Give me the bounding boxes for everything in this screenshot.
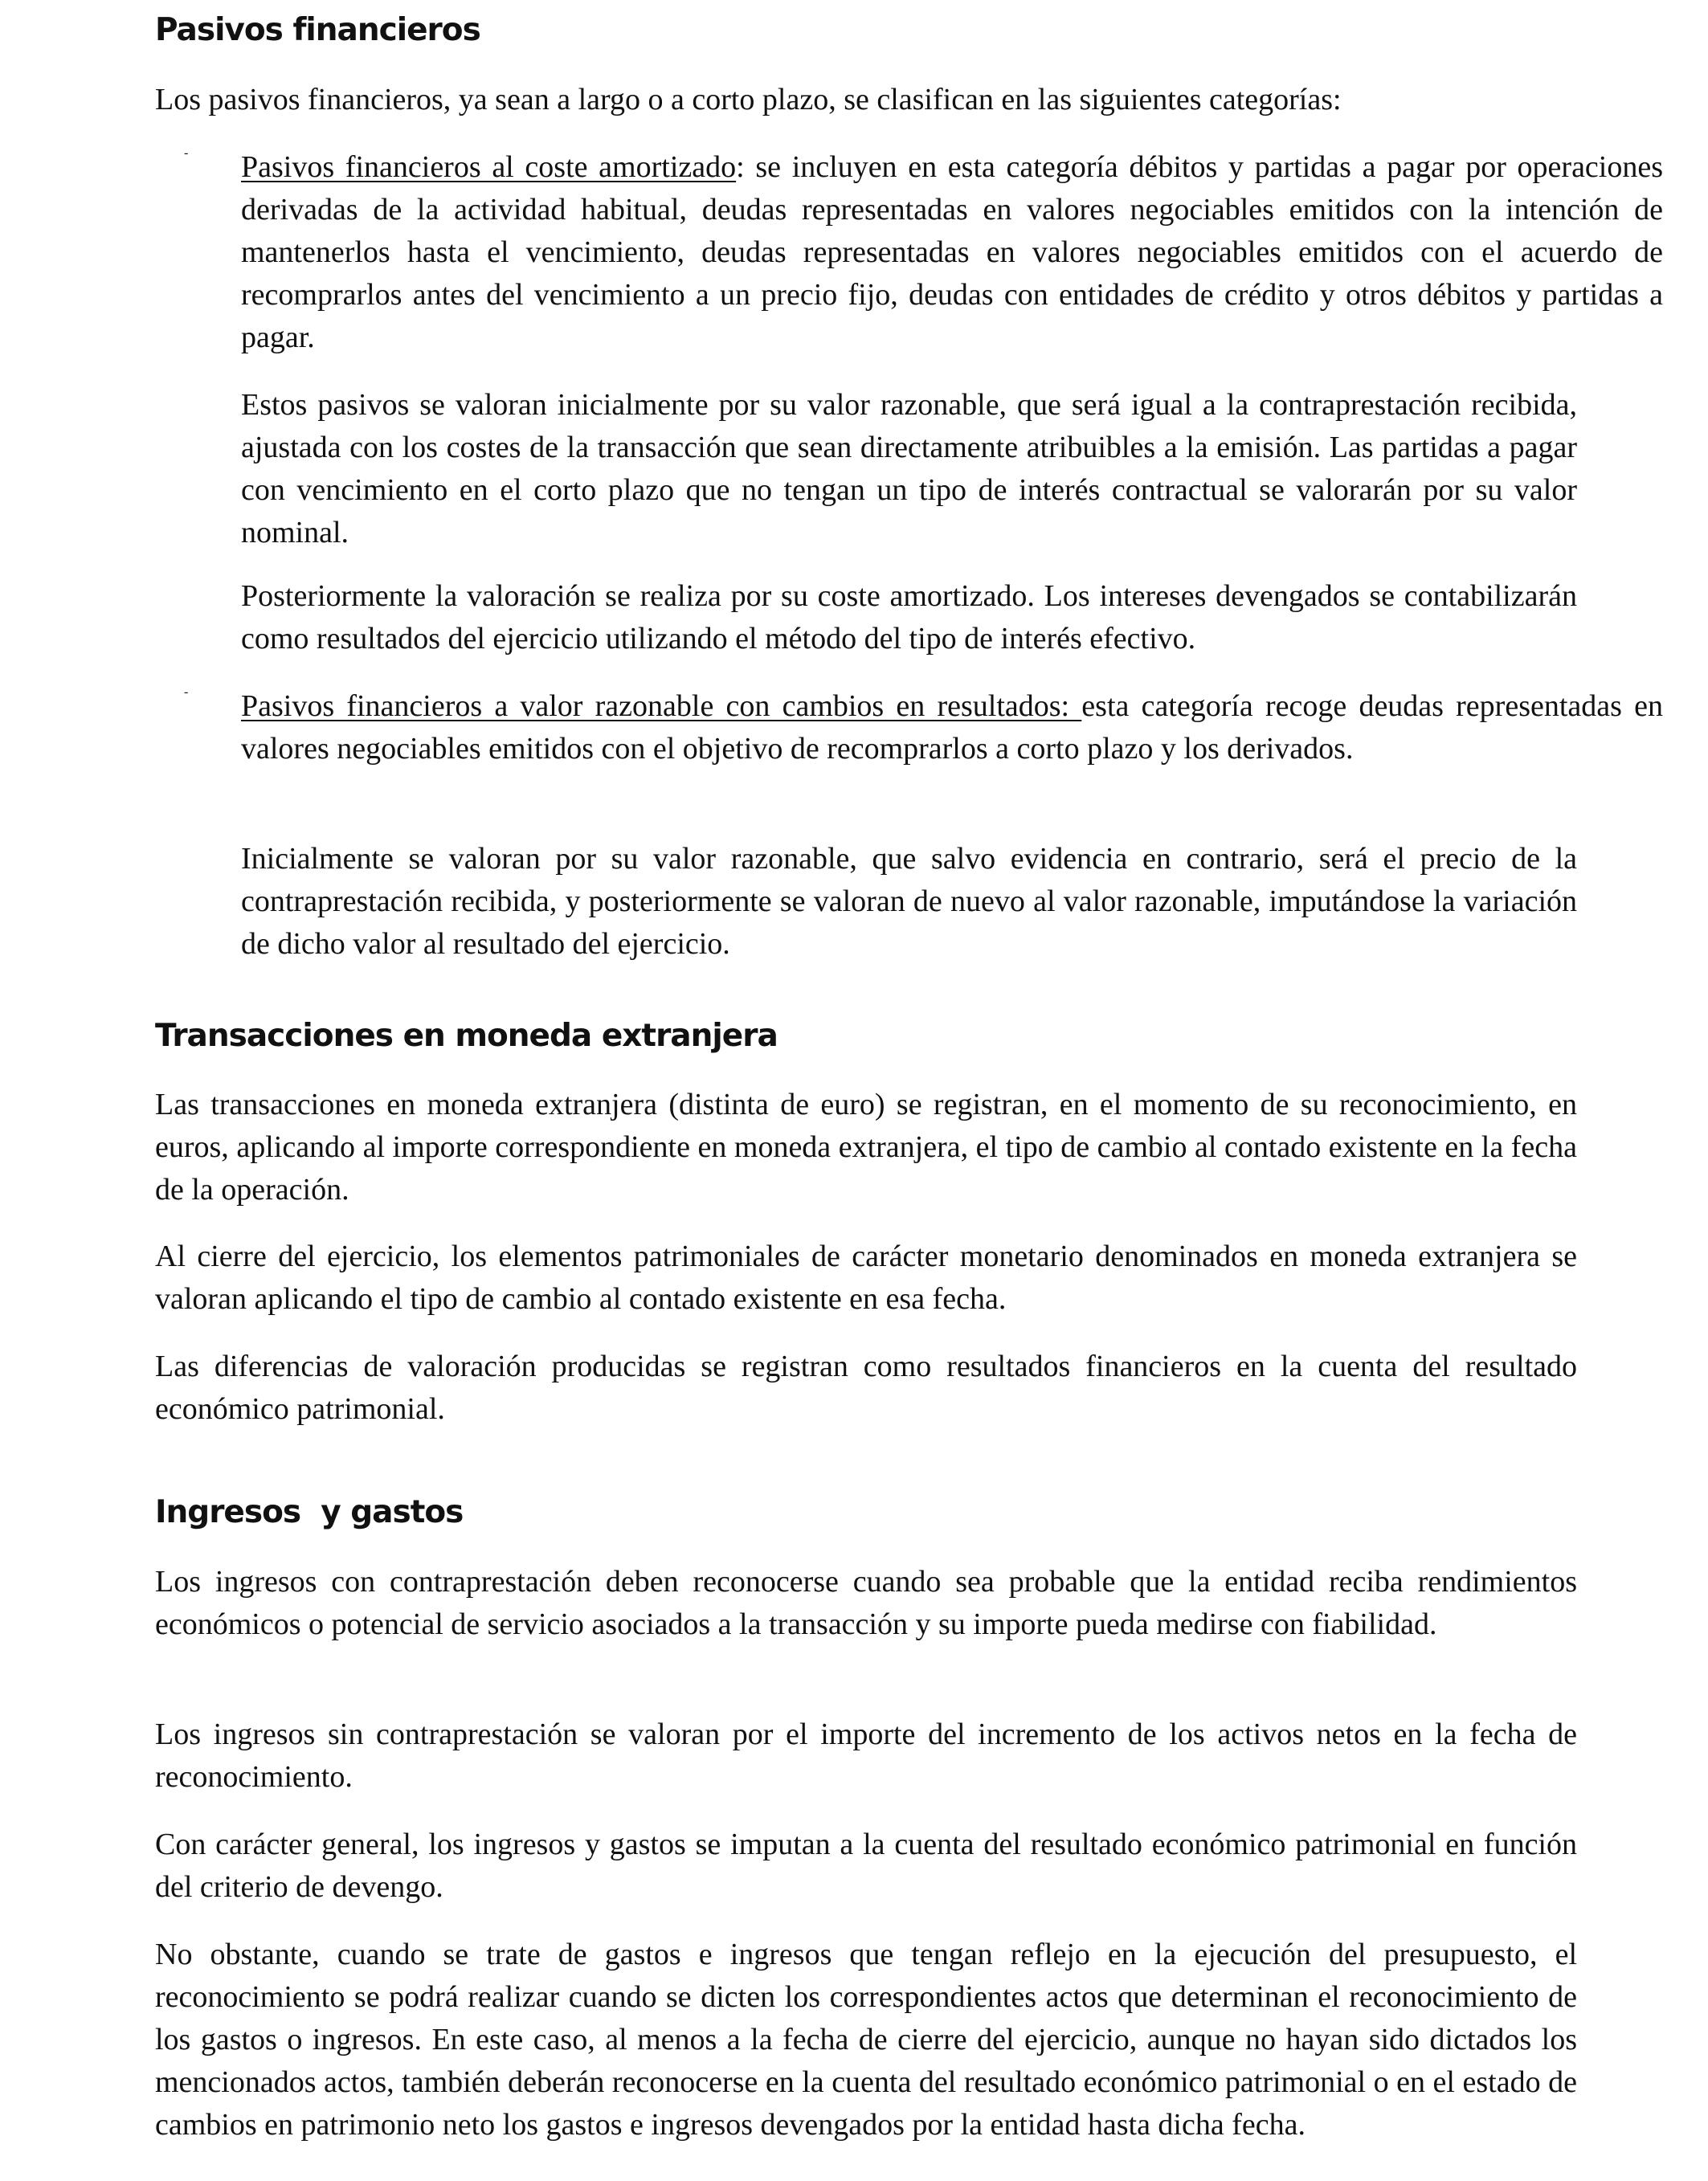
list-item-text [241, 685, 1663, 770]
paragraph-ingresos-con-contraprestacion: Los ingresos con contraprestación deben reconocerse cuando sea probable que la entidad reciba rendimientos económicos o potencial de servicio asociados a la transacción y su importe pueda medirse con fiabilidad. [155, 1565, 1577, 1641]
paragraph-ingresos-presupuesto: No obstante, cuando se trate de gastos e ingresos que tengan reflejo en la ejecución del presupuesto, el reconocimiento se podrá realizar cuando se dicten los correspondientes actos que determinan el reconocimiento de los gastos o ingresos. En este caso, al menos a la fecha de cierre del ejercicio, aunque no hayan sido dictados los mencionados actos, también deberán reconocerse en la cuenta del resultado económico patrimonial o en el estado de cambios en patrimonio neto los gastos e ingresos devengados por la entidad hasta dicha fecha. [155, 1938, 1577, 2142]
paragraph-coste-amortizado-valoracion-inicial: Estos pasivos se valoran inicialmente por su valor razonable, que será igual a la contraprestación recibida, ajustada con los costes de la transacción que sean directamente atribuibles a la emisión. Las partidas a pagar con vencimiento en el corto plazo que no tengan un tipo de interés contractual se valorarán por su valor nominal. [241, 388, 1577, 549]
list-item-title: Pasivos financieros al coste amortizado [241, 150, 737, 184]
section-heading-pasivos-financieros: Pasivos financieros [155, 12, 480, 48]
list-item-coste-amortizado [155, 146, 1663, 359]
paragraph-coste-amortizado-valoracion-posterior: Posteriormente la valoración se realiza por su coste amortizado. Los intereses devengados se contabilizarán como resultados del ejercicio utilizando el método del tipo de interés efectivo. [241, 579, 1577, 656]
list-item-text [241, 146, 1663, 359]
list-bullet-dash: - [184, 685, 189, 699]
list-item-body: : se incluyen en esta categoría débitos y partidas a pagar por operaciones derivadas de la actividad habitual, deudas representadas en valores negociables emitidos con la intención de mantenerlos hasta el vencimiento, deudas representadas en valores negociables emitidos con el acuerdo de recomprarlos antes del vencimiento a un precio fijo, deudas con entidades de crédito y otros débitos y partidas a pagar. [241, 150, 1664, 354]
paragraph-ingresos-sin-contraprestacion: Los ingresos sin contraprestación se valoran por el importe del incremento de los activos netos en la fecha de reconocimiento. [155, 1717, 1577, 1794]
list-item-valor-razonable [155, 685, 1663, 770]
paragraph-transacciones-registro: Las transacciones en moneda extranjera (distinta de euro) se registran, en el momento de su reconocimiento, en euros, aplicando al importe correspondiente en moneda extranjera, el tipo de cambio al contado existente en la fecha de la operación. [155, 1088, 1577, 1207]
paragraph-pasivos-intro: Los pasivos financieros, ya sean a largo o a corto plazo, se clasifican en las siguientes categorías: [155, 83, 1342, 116]
paragraph-valor-razonable-valoracion: Inicialmente se valoran por su valor razonable, que salvo evidencia en contrario, será el precio de la contraprestación recibida, y posteriormente se valoran de nuevo al valor razonable, imputándose la variación de dicho valor al resultado del ejercicio. [241, 842, 1577, 961]
paragraph-transacciones-cierre: Al cierre del ejercicio, los elementos patrimoniales de carácter monetario denominados en moneda extranjera se valoran aplicando el tipo de cambio al contado existente en esa fecha. [155, 1240, 1577, 1316]
list-bullet-dash: - [184, 146, 189, 160]
list-item-body: esta categoría recoge deudas representadas en valores negociables emitidos con el objetivo de recomprarlos a corto plazo y los derivados. [241, 689, 1663, 766]
paragraph-transacciones-diferencias: Las diferencias de valoración producidas se registran como resultados financieros en la cuenta del resultado económico patrimonial. [155, 1350, 1577, 1426]
section-heading-ingresos-gastos: Ingresos y gastos [155, 1494, 464, 1530]
paragraph-ingresos-criterio-devengo: Con carácter general, los ingresos y gastos se imputan a la cuenta del resultado económico patrimonial en función del criterio de devengo. [155, 1828, 1577, 1904]
list-item-title: Pasivos financieros a valor razonable con cambios en resultados: [241, 689, 1082, 723]
section-heading-transacciones-moneda-extranjera: Transacciones en moneda extranjera [155, 1018, 778, 1054]
